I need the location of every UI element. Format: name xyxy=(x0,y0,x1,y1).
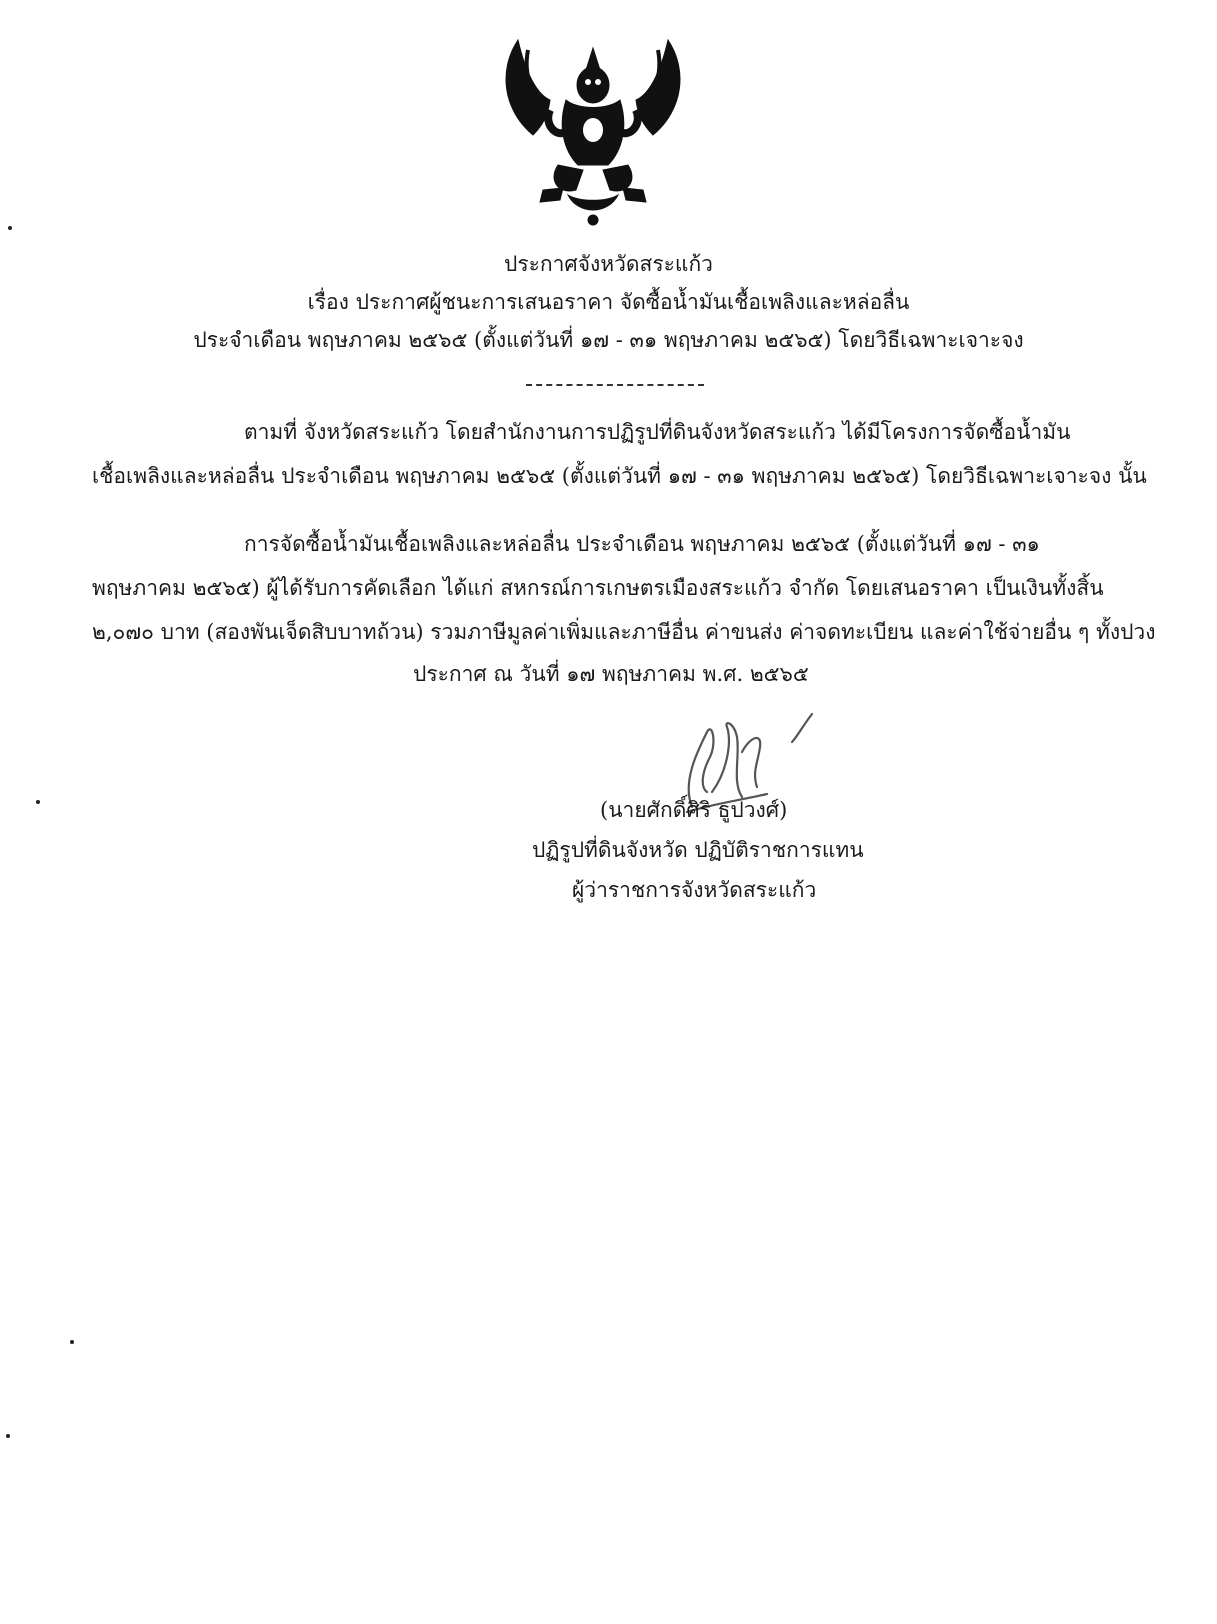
signatory-name: (นายศักดิ์ศิริ ธูปวงศ์) xyxy=(600,798,788,822)
scan-speck xyxy=(6,1434,10,1438)
paragraph-2-line-1: การจัดซื้อน้ำมันเชื้อเพลิงและหล่อลื่น ประจำเดือน พฤษภาคม ๒๕๖๕ (ตั้งแต่วันที่ ๑๗ - ๓๑ xyxy=(244,532,1040,556)
signatory-office: ผู้ว่าราชการจังหวัดสระแก้ว xyxy=(572,878,817,902)
document-title: ประกาศจังหวัดสระแก้ว xyxy=(504,252,713,276)
document-subject-line2: ประจำเดือน พฤษภาคม ๒๕๖๕ (ตั้งแต่วันที่ ๑๗ - ๓๑ พฤษภาคม ๒๕๖๕) โดยวิธีเฉพาะเจาะจง xyxy=(193,328,1024,352)
paragraph-2-line-2: พฤษภาคม ๒๕๖๕) ผู้ได้รับการคัดเลือก ได้แก่ สหกรณ์การเกษตรเมืองสระแก้ว จำกัด โดยเสนอราคา เป็นเงินทั้งสิ้น xyxy=(92,576,1104,600)
document-subject: เรื่อง ประกาศผู้ชนะการเสนอราคา จัดซื้อน้ำมันเชื้อเพลิงและหล่อลื่น xyxy=(307,290,910,314)
paragraph-1-line-2: เชื้อเพลิงและหล่อลื่น ประจำเดือน พฤษภาคม ๒๕๖๕ (ตั้งแต่วันที่ ๑๗ - ๓๑ พฤษภาคม ๒๕๖๕) โดยวิธีเฉพาะเจาะจง นั้น xyxy=(92,464,1147,488)
paragraph-1 xyxy=(92,410,1147,498)
paragraph-2-line-3: ๒,๐๗๐ บาท (สองพันเจ็ดสิบบาทถ้วน) รวมภาษีมูลค่าเพิ่มและภาษีอื่น ค่าขนส่ง ค่าจดทะเบียน และค่าใช้จ่ายอื่น ๆ ทั้งปวง xyxy=(92,620,1156,644)
announcement-date: ประกาศ ณ วันที่ ๑๗ พฤษภาคม พ.ศ. ๒๕๖๕ xyxy=(413,662,809,686)
header-divider xyxy=(526,384,704,386)
signatory-position: ปฏิรูปที่ดินจังหวัด ปฏิบัติราชการแทน xyxy=(532,838,864,862)
paragraph-2 xyxy=(92,522,1156,654)
garuda-emblem-icon xyxy=(488,30,698,230)
scan-speck xyxy=(70,1340,74,1344)
paragraph-1-line-1: ตามที่ จังหวัดสระแก้ว โดยสำนักงานการปฏิรูปที่ดินจังหวัดสระแก้ว ได้มีโครงการจัดซื้อน้ำมัน xyxy=(244,420,1071,444)
scan-speck xyxy=(36,800,40,804)
scan-speck xyxy=(8,226,12,230)
